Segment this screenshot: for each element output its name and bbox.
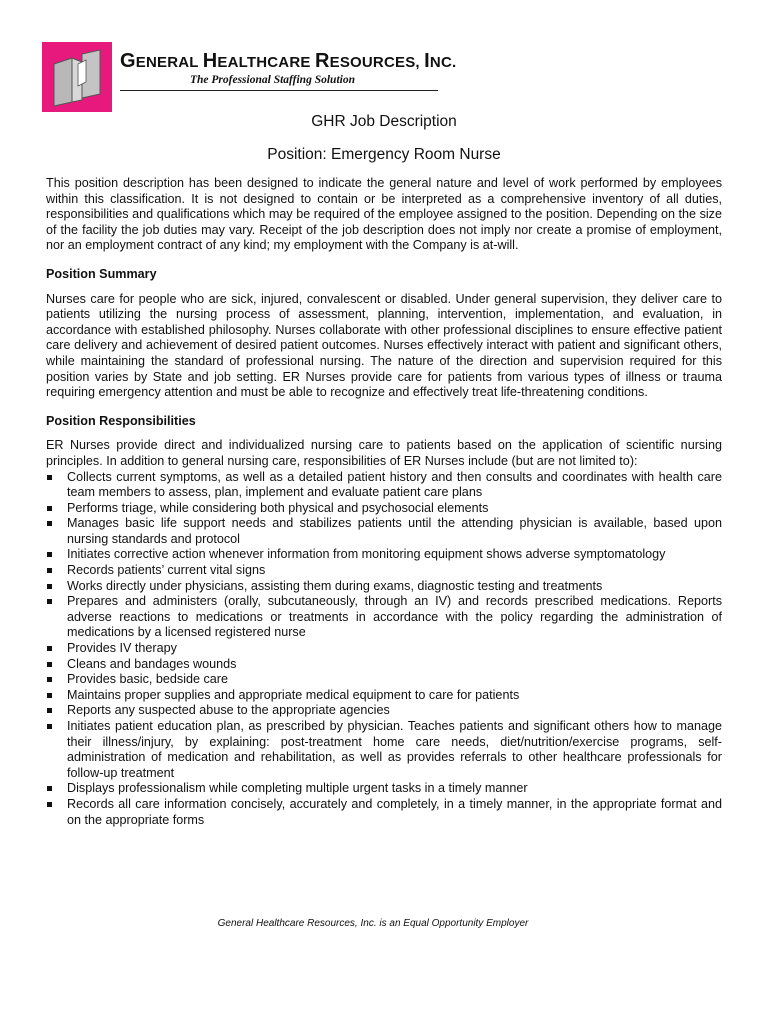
- logo-mark-icon: [42, 42, 112, 112]
- bullet-icon: [47, 584, 52, 589]
- summary-heading: Position Summary: [46, 266, 157, 281]
- bullet-icon: [47, 599, 52, 604]
- document-title: GHR Job Description: [311, 113, 457, 130]
- position-title: Position: Emergency Room Nurse: [267, 146, 501, 163]
- list-item: Records all care information concisely, accurately and completely, in a timely manner, in the appropriate format and on the appropriate forms: [46, 797, 722, 828]
- summary-paragraph: Nurses care for people who are sick, injured, convalescent or disabled. Under general supervision, they deliver care to patients utilizing the nursing process of assessment, planning, intervention, implementation, and evaluation, in accordance with established philosophy. Nurses collaborate with other professional disciplines to ensure effective patient care delivery and achievement of desired patient outcomes. Nurses effectively interact with patient and significant others, while maintaining the standard of professional nursing. The nature of the direction and supervision required for this position varies by State and job setting. ER Nurses provide care for patients from various types of illness or trauma requiring emergency attention and must be able to recognize and effectively treat life-threatening conditions.: [46, 291, 722, 400]
- bullet-icon: [47, 646, 52, 651]
- company-name: GENERAL HEALTHCARE RESOURCES, INC.: [120, 50, 457, 72]
- company-logo: [42, 42, 112, 112]
- company-tagline: The Professional Staffing Solution: [190, 74, 355, 86]
- list-item: Collects current symptoms, as well as a detailed patient history and then consults and coordinates with health care team members to assess, plan, implement and evaluate patient care plans: [46, 470, 722, 501]
- bullet-icon: [47, 677, 52, 682]
- responsibilities-intro: ER Nurses provide direct and individualized nursing care to patients based on the application of scientific nursing principles. In addition to general nursing care, responsibilities of ER Nurses include (but are not limited to):: [46, 438, 722, 468]
- bullet-icon: [47, 662, 52, 667]
- list-item: Provides IV therapy: [46, 641, 722, 657]
- responsibilities-list: [46, 470, 722, 829]
- list-item: Provides basic, bedside care: [46, 672, 722, 688]
- footer-note: General Healthcare Resources, Inc. is an Equal Opportunity Employer: [217, 918, 529, 929]
- bullet-icon: [47, 786, 52, 791]
- list-item: Manages basic life support needs and stabilizes patients until the attending physician is available, based upon nursing standards and protocol: [46, 516, 722, 547]
- list-item: Maintains proper supplies and appropriate medical equipment to care for patients: [46, 688, 722, 704]
- list-item: Prepares and administers (orally, subcutaneously, through an IV) and records prescribed medications. Reports adverse reactions to medications or treatments in accordance with the policy regarding the administration of medications by a licensed registered nurse: [46, 594, 722, 641]
- responsibilities-heading: Position Responsibilities: [46, 413, 196, 428]
- bullet-icon: [47, 568, 52, 573]
- list-item: Cleans and bandages wounds: [46, 657, 722, 673]
- bullet-icon: [47, 693, 52, 698]
- bullet-icon: [47, 724, 52, 729]
- list-item: Works directly under physicians, assisting them during exams, diagnostic testing and treatments: [46, 579, 722, 595]
- list-item: Performs triage, while considering both physical and psychosocial elements: [46, 501, 722, 517]
- list-item: Initiates corrective action whenever information from monitoring equipment shows adverse symptomatology: [46, 547, 722, 563]
- bullet-icon: [47, 802, 52, 807]
- intro-paragraph: This position description has been designed to indicate the general nature and level of work performed by employees within this classification. It is not designed to contain or be interpreted as a comprehensive inventory of all duties, responsibilities and qualifications which may be required of the employee assigned to the position. Depending on the size of the facility the job duties may vary. Receipt of the job description does not imply nor create a promise of employment, nor an employment contract of any kind; my employment with the Company is at-will.: [46, 176, 722, 253]
- list-item: Reports any suspected abuse to the appropriate agencies: [46, 703, 722, 719]
- list-item: Records patients’ current vital signs: [46, 563, 722, 579]
- document-body: [46, 176, 722, 828]
- bullet-icon: [47, 552, 52, 557]
- list-item: Initiates patient education plan, as prescribed by physician. Teaches patients and significant others how to manage their illness/injury, by explaining: post-treatment home care needs, diet/nutrition/exercise programs, self-administration of medication and rehabilitation, as well as provides referrals to other healthcare professionals for follow-up treatment: [46, 719, 722, 781]
- list-item: Displays professionalism while completing multiple urgent tasks in a timely manner: [46, 781, 722, 797]
- bullet-icon: [47, 708, 52, 713]
- bullet-icon: [47, 521, 52, 526]
- bullet-icon: [47, 506, 52, 511]
- bullet-icon: [47, 475, 52, 480]
- header-divider: [120, 90, 438, 91]
